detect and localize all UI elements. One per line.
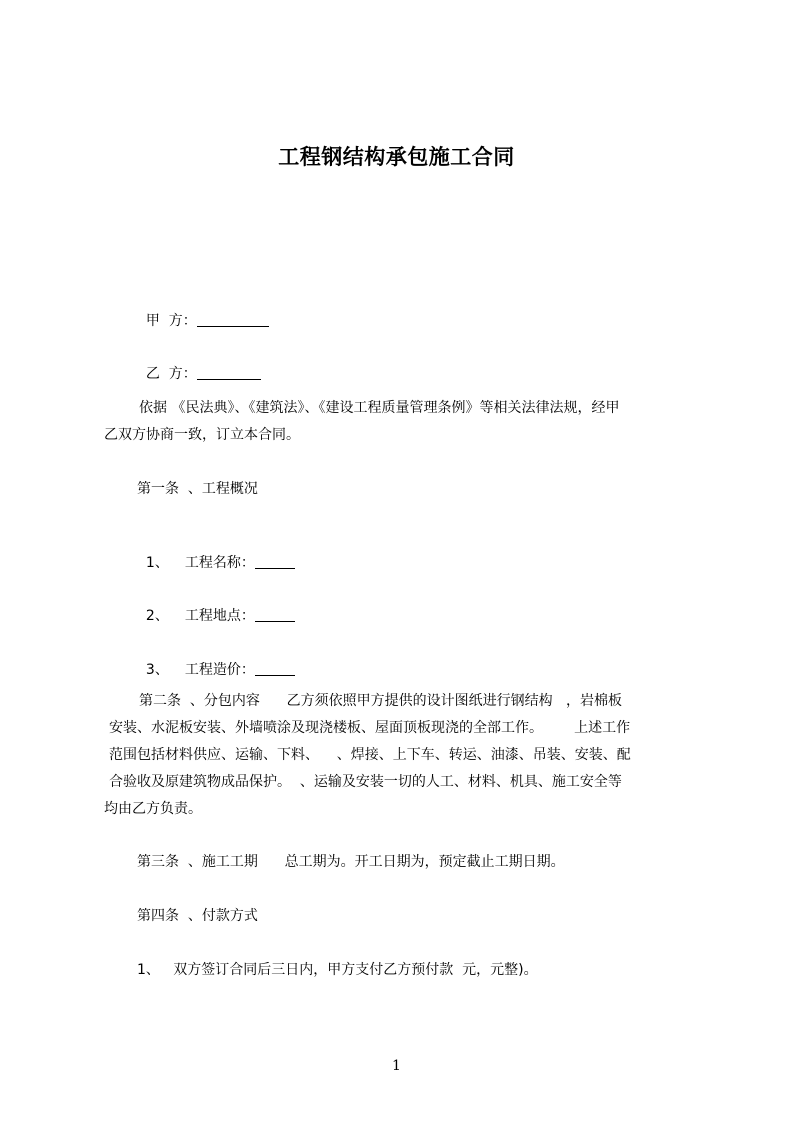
article-2-line-3: 范围包括材料供应、运输、下料、 、焊接、上下车、转运、油漆、吊装、安装、配 xyxy=(109,747,631,763)
party-b-line xyxy=(137,344,261,384)
article-1-item-1 xyxy=(137,533,295,573)
party-a-line xyxy=(137,291,269,331)
party-a-label: 甲 方： xyxy=(145,313,197,329)
preamble-line-1: 依据 《民法典》、《建筑法》、《建设工程质量管理条例》等相关法律法规，经甲 xyxy=(139,400,620,416)
article-2-line-1: 第二条 、分包内容 乙方须依照甲方提供的设计图纸进行钢结构 ，岩棉板 xyxy=(139,693,622,709)
project-cost-blank[interactable] xyxy=(255,661,295,676)
party-b-blank[interactable] xyxy=(197,365,261,380)
article-1-item-3 xyxy=(137,640,295,680)
article-1-heading: 第一条 、工程概况 xyxy=(137,481,258,497)
item-number: 1、 xyxy=(145,555,169,571)
page-number: 1 xyxy=(392,1058,401,1074)
page-title: 工程钢结构承包施工合同 xyxy=(278,145,515,169)
project-name-blank[interactable] xyxy=(255,554,295,569)
party-b-label: 乙 方： xyxy=(145,366,197,382)
preamble-line-2: 乙双方协商一致，订立本合同。 xyxy=(104,427,300,443)
item-number: 2、 xyxy=(145,608,169,624)
item-label: 工程地点： xyxy=(184,608,255,624)
article-3: 第三条 、施工工期 总工期为。开工日期为，预定截止工期日期。 xyxy=(137,854,565,870)
article-2-line-5: 均由乙方负责。 xyxy=(104,801,202,817)
article-1-item-2 xyxy=(137,586,295,626)
article-4-heading: 第四条 、付款方式 xyxy=(137,908,258,924)
item-label: 工程名称： xyxy=(184,555,255,571)
article-2-line-4: 合验收及原建筑物成品保护。 、运输及安装一切的人工、材料、机具、施工安全等 xyxy=(109,774,622,790)
item-number: 3、 xyxy=(145,662,169,678)
party-a-blank[interactable] xyxy=(197,312,269,327)
item-label: 工程造价： xyxy=(184,662,255,678)
article-2-line-2: 安装、水泥板安装、外墙喷涂及现浇楼板、屋面顶板现浇的全部工作。 上述工作 xyxy=(109,720,631,736)
project-location-blank[interactable] xyxy=(255,607,295,622)
article-4-item-1: 1、 双方签订合同后三日内，甲方支付乙方预付款 元，元整)。 xyxy=(137,962,538,978)
